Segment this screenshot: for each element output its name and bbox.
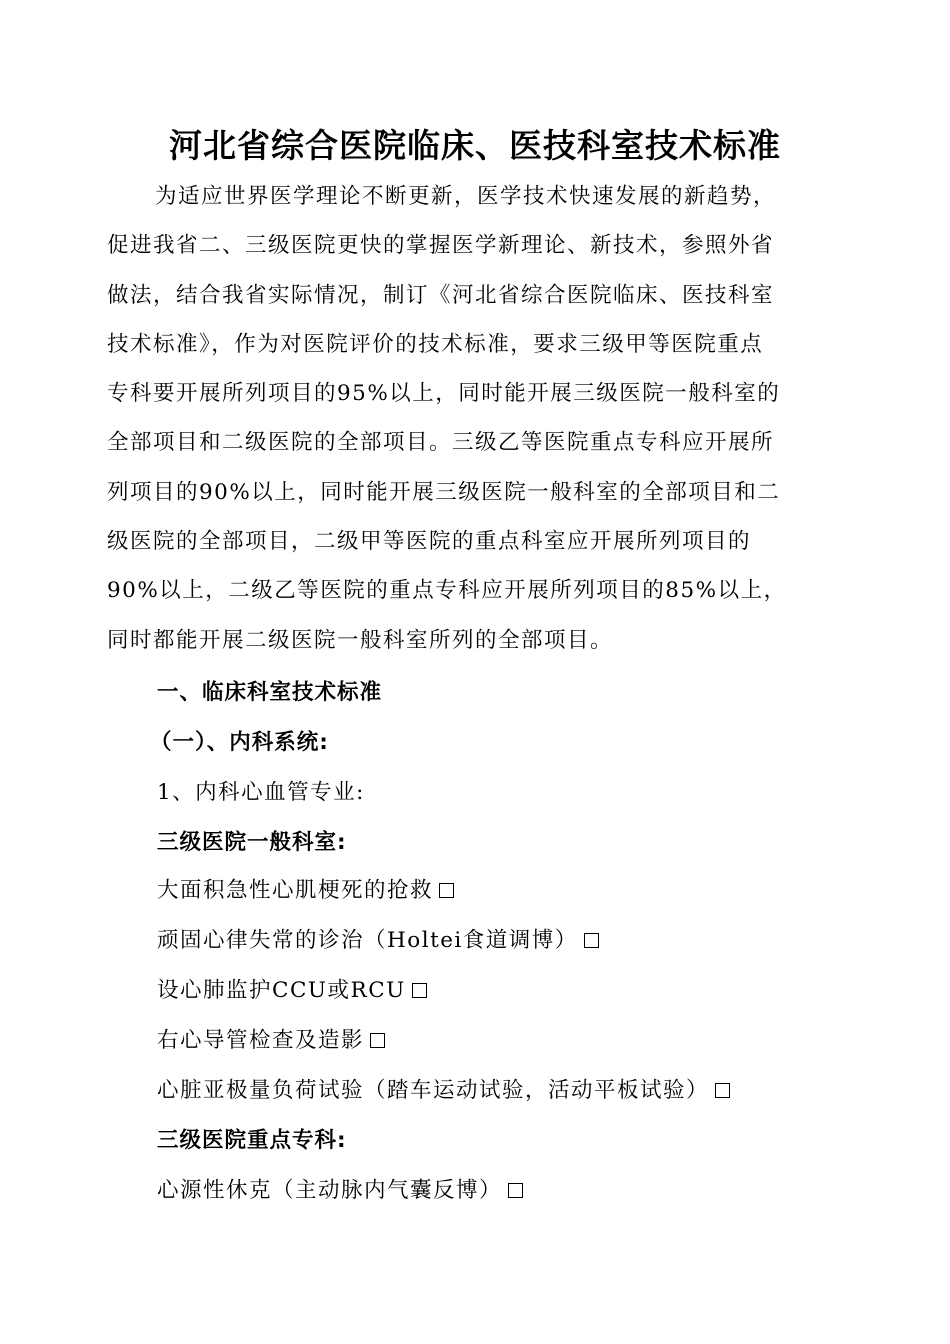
checkbox[interactable] <box>370 1033 385 1048</box>
checkbox[interactable] <box>508 1183 523 1198</box>
checkbox[interactable] <box>715 1083 730 1098</box>
subsection-heading: （一）、内科系统: <box>150 730 329 755</box>
document-title: 河北省综合医院临床、医技科室技术标准 <box>169 126 781 165</box>
item-text: 心脏亚极量负荷试验（踏车运动试验，活动平板试验） <box>157 1078 710 1103</box>
intro-line: 专科要开展所列项目的95%以上，同时能开展三级医院一般科室的 <box>107 381 781 407</box>
intro-line: 级医院的全部项目，二级甲等医院的重点科室应开展所列项目的 <box>107 529 752 555</box>
intro-line: 同时都能开展二级医院一般科室所列的全部项目。 <box>107 627 614 653</box>
general-dept-heading: 三级医院一般科室: <box>157 830 347 855</box>
item-text: 顽固心律失常的诊治（Holtei食道调博） <box>157 928 578 953</box>
item-text: 大面积急性心肌梗死的抢救 <box>157 878 434 903</box>
intro-line: 做法，结合我省实际情况，制订《河北省综合医院临床、医技科室 <box>107 282 775 308</box>
key-dept-heading: 三级医院重点专科: <box>157 1128 347 1153</box>
intro-line: 90%以上，二级乙等医院的重点专科应开展所列项目的85%以上， <box>107 578 787 604</box>
specialty-heading: 1、内科心血管专业: <box>157 780 365 805</box>
checkbox[interactable] <box>412 983 427 998</box>
intro-paragraph <box>107 172 845 665</box>
checklist-item <box>157 1176 523 1206</box>
checkbox[interactable] <box>439 883 454 898</box>
intro-line: 技术标准》，作为对医院评价的技术标准，要求三级甲等医院重点 <box>107 331 764 357</box>
section-heading: 一、临床科室技术标准 <box>157 680 383 705</box>
intro-line: 列项目的90%以上，同时能开展三级医院一般科室的全部项目和二 <box>107 479 781 505</box>
intro-line: 全部项目和二级医院的全部项目。三级乙等医院重点专科应开展所 <box>107 430 775 456</box>
checklist-item <box>157 926 599 956</box>
intro-line: 为适应世界医学理论不断更新，医学技术快速发展的新趋势， <box>155 184 777 209</box>
intro-line: 促进我省二、三级医院更快的掌握医学新理论、新技术，参照外省 <box>107 233 775 259</box>
checklist-item <box>157 876 454 906</box>
checklist-item <box>157 976 427 1006</box>
item-text: 设心肺监护CCU或RCU <box>157 978 406 1003</box>
checkbox[interactable] <box>584 933 599 948</box>
checklist-item <box>157 1026 385 1056</box>
item-text: 心源性休克（主动脉内气囊反博） <box>157 1178 503 1203</box>
item-text: 右心导管检查及造影 <box>157 1028 365 1053</box>
checklist-item <box>157 1076 730 1106</box>
